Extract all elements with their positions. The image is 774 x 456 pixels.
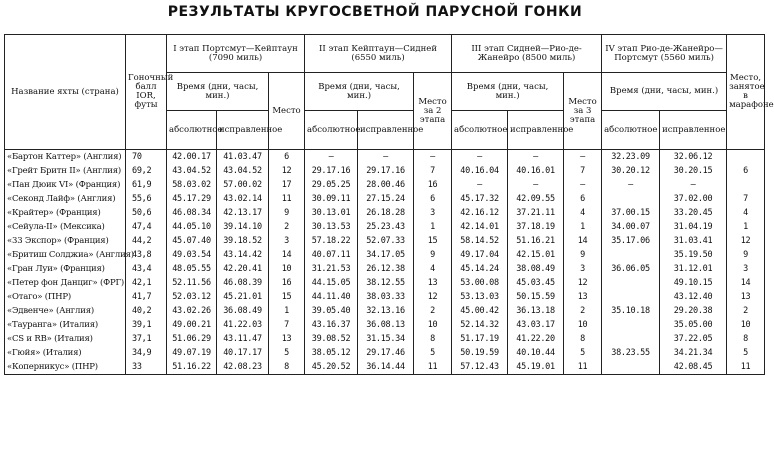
stage3-absolute: 57.12.43 [452, 360, 508, 375]
stage1-place: 12 [269, 164, 305, 178]
stage4-absolute: 35.17.06 [602, 234, 660, 248]
stage3-corrected: 50.15.59 [508, 290, 564, 304]
stage4-corrected: 30.20.15 [660, 164, 727, 178]
stage3-absolute: 42.14.01 [452, 220, 508, 234]
stage4-corrected: 35.05.00 [660, 318, 727, 332]
stage4-corrected: 42.08.45 [660, 360, 727, 375]
page-title: РЕЗУЛЬТАТЫ КРУГОСВЕТНОЙ ПАРУСНОЙ ГОНКИ [167, 4, 583, 20]
marathon-place: 6 [727, 164, 765, 178]
ior-rating: 33 [126, 360, 167, 375]
stage2-place: 3 [414, 206, 452, 220]
stage2-absolute: 44.11.40 [305, 290, 358, 304]
marathon-place: 1 [727, 220, 765, 234]
stage1-place: 8 [269, 360, 305, 375]
marathon-place: 7 [727, 192, 765, 206]
stage4-absolute [602, 318, 660, 332]
stage3-place: 5 [564, 346, 602, 360]
stage2-absolute: 30.13.53 [305, 220, 358, 234]
stage3-absolute: 51.17.19 [452, 332, 508, 346]
stage1-corrected: 41.03.47 [217, 150, 269, 165]
stage1-absolute: 48.05.55 [167, 262, 217, 276]
stage1-absolute: 45.17.29 [167, 192, 217, 206]
header-place-2: Место за 2 этапа [414, 73, 452, 150]
yacht-name: «Сейула-II» (Мексика) [5, 220, 126, 234]
header-corrected-3: исправленное [508, 111, 564, 150]
header-time-2: Время (дни, часы, мин.) [305, 73, 414, 111]
stage3-absolute: 58.14.52 [452, 234, 508, 248]
marathon-place [727, 150, 765, 165]
stage2-absolute: — [305, 150, 358, 165]
ior-rating: 47,4 [126, 220, 167, 234]
stage2-absolute: 39.05.40 [305, 304, 358, 318]
stage2-place: 8 [414, 332, 452, 346]
stage3-corrected: 38.08.49 [508, 262, 564, 276]
marathon-place [727, 178, 765, 192]
stage1-absolute: 51.06.29 [167, 332, 217, 346]
stage1-corrected: 39.14.10 [217, 220, 269, 234]
yacht-name: «Бритиш Солджиа» (Англия) [5, 248, 126, 262]
marathon-place: 14 [727, 276, 765, 290]
stage4-absolute [602, 276, 660, 290]
stage1-place: 14 [269, 248, 305, 262]
header-stage-1: I этап Портсмут—Кейптаун (7090 миль) [167, 35, 305, 73]
yacht-name: «Петер фон Данциг» (ФРГ) [5, 276, 126, 290]
header-corrected-4: исправленное [660, 111, 727, 150]
stage2-corrected: 38.12.55 [358, 276, 414, 290]
yacht-name: «Гран Луи» (Франция) [5, 262, 126, 276]
stage4-corrected: 49.10.15 [660, 276, 727, 290]
header-rating: Гоночный балл IOR, футы [126, 35, 167, 150]
stage3-place: — [564, 178, 602, 192]
stage4-absolute: 36.06.05 [602, 262, 660, 276]
stage2-absolute: 40.07.11 [305, 248, 358, 262]
stage2-absolute: 31.21.53 [305, 262, 358, 276]
stage4-corrected: 37.02.00 [660, 192, 727, 206]
stage3-absolute: — [452, 150, 508, 165]
table-row [5, 248, 765, 262]
stage1-corrected: 57.00.02 [217, 178, 269, 192]
stage2-place: 2 [414, 304, 452, 318]
stage2-absolute: 45.20.52 [305, 360, 358, 375]
stage3-corrected: 37.21.11 [508, 206, 564, 220]
stage4-corrected: 43.12.40 [660, 290, 727, 304]
stage1-place: 9 [269, 206, 305, 220]
stage1-place: 11 [269, 192, 305, 206]
stage1-corrected: 46.08.39 [217, 276, 269, 290]
ior-rating: 61,9 [126, 178, 167, 192]
stage3-corrected: 37.18.19 [508, 220, 564, 234]
stage2-corrected: 26.12.38 [358, 262, 414, 276]
stage1-absolute: 45.07.40 [167, 234, 217, 248]
stage3-corrected: 42.15.01 [508, 248, 564, 262]
stage1-absolute: 42.00.17 [167, 150, 217, 165]
stage2-corrected: 28.00.46 [358, 178, 414, 192]
stage4-corrected: 37.22.05 [660, 332, 727, 346]
stage2-place: 13 [414, 276, 452, 290]
stage4-absolute: 30.20.12 [602, 164, 660, 178]
stage2-place: 4 [414, 262, 452, 276]
yacht-name: «Грейт Бритн II» (Англия) [5, 164, 126, 178]
stage4-corrected: 31.03.41 [660, 234, 727, 248]
stage4-corrected: 35.19.50 [660, 248, 727, 262]
stage1-place: 16 [269, 276, 305, 290]
stage1-absolute: 51.16.22 [167, 360, 217, 375]
stage3-corrected: 45.03.45 [508, 276, 564, 290]
header-absolute-3: абсолютное [452, 111, 508, 150]
stage2-absolute: 57.18.22 [305, 234, 358, 248]
stage4-corrected: 32.06.12 [660, 150, 727, 165]
header-absolute-1: абсолютное [167, 111, 217, 150]
stage3-corrected: — [508, 178, 564, 192]
stage1-absolute: 52.03.12 [167, 290, 217, 304]
stage1-place: 1 [269, 304, 305, 318]
stage2-absolute: 43.16.37 [305, 318, 358, 332]
results-table [4, 34, 774, 375]
stage1-corrected: 42.20.41 [217, 262, 269, 276]
stage3-place: 8 [564, 332, 602, 346]
stage2-place: 1 [414, 220, 452, 234]
stage2-place: 12 [414, 290, 452, 304]
stage1-place: 6 [269, 150, 305, 165]
ior-rating: 41,7 [126, 290, 167, 304]
stage3-absolute: — [452, 178, 508, 192]
stage3-corrected: 42.09.55 [508, 192, 564, 206]
yacht-name: «Бартон Каттер» (Англия) [5, 150, 126, 165]
header-stage-2: II этап Кейптаун—Сидней (6550 миль) [305, 35, 452, 73]
ior-rating: 69,2 [126, 164, 167, 178]
header-absolute-2: абсолютное [305, 111, 358, 150]
stage2-place: 9 [414, 248, 452, 262]
stage2-place: 16 [414, 178, 452, 192]
ior-rating: 43,4 [126, 262, 167, 276]
stage3-corrected: 45.19.01 [508, 360, 564, 375]
stage4-absolute: 34.00.07 [602, 220, 660, 234]
marathon-place: 11 [727, 360, 765, 375]
stage4-absolute: 37.00.15 [602, 206, 660, 220]
ior-rating: 40,2 [126, 304, 167, 318]
header-corrected-2: исправленное [358, 111, 414, 150]
table-row [5, 318, 765, 332]
stage3-absolute: 45.17.32 [452, 192, 508, 206]
ior-rating: 39,1 [126, 318, 167, 332]
stage2-absolute: 29.17.16 [305, 164, 358, 178]
marathon-place: 8 [727, 332, 765, 346]
stage2-corrected: 36.08.13 [358, 318, 414, 332]
stage4-absolute: 32.23.09 [602, 150, 660, 165]
stage3-place: 6 [564, 192, 602, 206]
stage2-corrected: 52.07.33 [358, 234, 414, 248]
header-corrected-1: исправленное [217, 111, 269, 150]
header-stage-3: III этап Сидней—Рио-де-Жанейро (8500 миль) [452, 35, 602, 73]
stage1-corrected: 40.17.17 [217, 346, 269, 360]
stage2-place: 10 [414, 318, 452, 332]
stage2-corrected: 34.17.05 [358, 248, 414, 262]
marathon-place: 4 [727, 206, 765, 220]
stage4-absolute [602, 248, 660, 262]
stage3-place: 7 [564, 164, 602, 178]
stage3-place: 14 [564, 234, 602, 248]
stage2-corrected: 25.23.43 [358, 220, 414, 234]
stage3-absolute: 53.00.08 [452, 276, 508, 290]
stage1-absolute: 49.07.19 [167, 346, 217, 360]
yacht-name: «Секонд Лайф» (Англия) [5, 192, 126, 206]
marathon-place: 12 [727, 234, 765, 248]
stage4-corrected: 31.04.19 [660, 220, 727, 234]
stage3-absolute: 42.16.12 [452, 206, 508, 220]
stage3-corrected: 43.03.17 [508, 318, 564, 332]
stage3-place: 1 [564, 220, 602, 234]
stage3-place: 12 [564, 276, 602, 290]
stage2-place: — [414, 150, 452, 165]
stage3-absolute: 52.14.32 [452, 318, 508, 332]
stage3-place: 11 [564, 360, 602, 375]
stage2-absolute: 30.13.01 [305, 206, 358, 220]
stage4-absolute [602, 332, 660, 346]
yacht-name: «Крайтер» (Франция) [5, 206, 126, 220]
yacht-name: «CS и RB» (Италия) [5, 332, 126, 346]
stage1-place: 7 [269, 318, 305, 332]
stage4-corrected: 29.20.38 [660, 304, 727, 318]
stage1-corrected: 39.18.52 [217, 234, 269, 248]
stage2-corrected: 36.14.44 [358, 360, 414, 375]
stage3-corrected: 36.13.18 [508, 304, 564, 318]
header-stage-4: IV этап Рио-де-Жанейро—Портсмут (5560 миль) [602, 35, 727, 73]
table-row [5, 164, 765, 178]
stage1-absolute: 43.02.26 [167, 304, 217, 318]
table-row [5, 234, 765, 248]
marathon-place: 13 [727, 290, 765, 304]
stage4-corrected: 31.12.01 [660, 262, 727, 276]
stage1-place: 10 [269, 262, 305, 276]
ior-rating: 43,8 [126, 248, 167, 262]
stage1-place: 15 [269, 290, 305, 304]
stage1-corrected: 43.14.42 [217, 248, 269, 262]
stage2-corrected: 26.18.28 [358, 206, 414, 220]
stage1-place: 17 [269, 178, 305, 192]
stage2-corrected: 38.03.33 [358, 290, 414, 304]
stage2-absolute: 38.05.12 [305, 346, 358, 360]
yacht-name: «Гюйя» (Италия) [5, 346, 126, 360]
marathon-place: 10 [727, 318, 765, 332]
marathon-place: 3 [727, 262, 765, 276]
header-absolute-4: абсолютное [602, 111, 660, 150]
stage2-corrected: — [358, 150, 414, 165]
header-place-3: Место за 3 этапа [564, 73, 602, 150]
ior-rating: 34,9 [126, 346, 167, 360]
stage1-absolute: 49.00.21 [167, 318, 217, 332]
stage4-absolute: — [602, 178, 660, 192]
yacht-name: «Эдвенче» (Англия) [5, 304, 126, 318]
header-time-4: Время (дни, часы, мин.) [602, 73, 727, 111]
stage3-place: 3 [564, 262, 602, 276]
stage3-absolute: 53.13.03 [452, 290, 508, 304]
ior-rating: 44,2 [126, 234, 167, 248]
stage3-place: 2 [564, 304, 602, 318]
stage3-place: 9 [564, 248, 602, 262]
ior-rating: 70 [126, 150, 167, 165]
stage1-corrected: 43.02.14 [217, 192, 269, 206]
table-row [5, 262, 765, 276]
stage3-corrected: 41.22.20 [508, 332, 564, 346]
stage1-absolute: 58.03.02 [167, 178, 217, 192]
stage1-absolute: 44.05.10 [167, 220, 217, 234]
stage4-absolute: 35.10.18 [602, 304, 660, 318]
table-row [5, 360, 765, 375]
table-row [5, 346, 765, 360]
stage3-absolute: 49.17.04 [452, 248, 508, 262]
stage3-absolute: 50.19.59 [452, 346, 508, 360]
stage2-corrected: 31.15.34 [358, 332, 414, 346]
stage1-place: 3 [269, 234, 305, 248]
ior-rating: 42,1 [126, 276, 167, 290]
stage3-absolute: 45.14.24 [452, 262, 508, 276]
stage1-corrected: 36.08.49 [217, 304, 269, 318]
stage2-absolute: 44.15.05 [305, 276, 358, 290]
yacht-name: «Тауранга» (Италия) [5, 318, 126, 332]
table-row [5, 178, 765, 192]
yacht-name: «Коперникус» (ПНР) [5, 360, 126, 375]
stage1-corrected: 43.11.47 [217, 332, 269, 346]
stage3-corrected: 40.16.01 [508, 164, 564, 178]
stage2-place: 6 [414, 192, 452, 206]
header-name: Название яхты (страна) [5, 35, 126, 150]
stage4-corrected: — [660, 178, 727, 192]
table-row [5, 304, 765, 318]
stage2-corrected: 32.13.16 [358, 304, 414, 318]
table-row [5, 206, 765, 220]
stage3-corrected: — [508, 150, 564, 165]
table-row [5, 290, 765, 304]
stage3-place: — [564, 150, 602, 165]
stage3-place: 4 [564, 206, 602, 220]
ior-rating: 55,6 [126, 192, 167, 206]
stage2-corrected: 29.17.46 [358, 346, 414, 360]
stage4-absolute [602, 192, 660, 206]
table-row [5, 276, 765, 290]
stage3-absolute: 45.00.42 [452, 304, 508, 318]
stage2-place: 7 [414, 164, 452, 178]
marathon-place: 5 [727, 346, 765, 360]
stage3-corrected: 40.10.44 [508, 346, 564, 360]
stage2-absolute: 30.09.11 [305, 192, 358, 206]
stage2-corrected: 27.15.24 [358, 192, 414, 206]
stage3-place: 10 [564, 318, 602, 332]
stage1-corrected: 45.21.01 [217, 290, 269, 304]
marathon-place: 9 [727, 248, 765, 262]
table-row [5, 150, 765, 165]
yacht-name: «Пан Дюик VI» (Франция) [5, 178, 126, 192]
yacht-name: «33 Экспор» (Франция) [5, 234, 126, 248]
stage1-corrected: 42.08.23 [217, 360, 269, 375]
stage1-place: 2 [269, 220, 305, 234]
header-place-1: Место [269, 73, 305, 150]
table-row [5, 220, 765, 234]
stage2-corrected: 29.17.16 [358, 164, 414, 178]
stage1-absolute: 46.08.34 [167, 206, 217, 220]
yacht-name: «Отаго» (ПНР) [5, 290, 126, 304]
stage2-place: 5 [414, 346, 452, 360]
stage1-absolute: 49.03.54 [167, 248, 217, 262]
stage2-place: 15 [414, 234, 452, 248]
stage2-absolute: 29.05.25 [305, 178, 358, 192]
table-row [5, 192, 765, 206]
marathon-place: 2 [727, 304, 765, 318]
stage3-absolute: 40.16.04 [452, 164, 508, 178]
stage1-corrected: 41.22.03 [217, 318, 269, 332]
table-row [5, 332, 765, 346]
stage1-corrected: 42.13.17 [217, 206, 269, 220]
ior-rating: 50,6 [126, 206, 167, 220]
stage1-corrected: 43.04.52 [217, 164, 269, 178]
stage4-absolute [602, 290, 660, 304]
stage3-corrected: 51.16.21 [508, 234, 564, 248]
stage2-place: 11 [414, 360, 452, 375]
stage1-place: 5 [269, 346, 305, 360]
ior-rating: 37,1 [126, 332, 167, 346]
stage1-place: 13 [269, 332, 305, 346]
stage2-absolute: 39.08.52 [305, 332, 358, 346]
stage1-absolute: 52.11.56 [167, 276, 217, 290]
stage4-corrected: 34.21.34 [660, 346, 727, 360]
stage4-absolute [602, 360, 660, 375]
stage3-place: 13 [564, 290, 602, 304]
header-marathon-place: Место, занятое в марафоне [727, 35, 765, 150]
header-time-1: Время (дни, часы, мин.) [167, 73, 269, 111]
header-time-3: Время (дни, часы, мин.) [452, 73, 564, 111]
stage1-absolute: 43.04.52 [167, 164, 217, 178]
stage4-absolute: 38.23.55 [602, 346, 660, 360]
stage4-corrected: 33.20.45 [660, 206, 727, 220]
